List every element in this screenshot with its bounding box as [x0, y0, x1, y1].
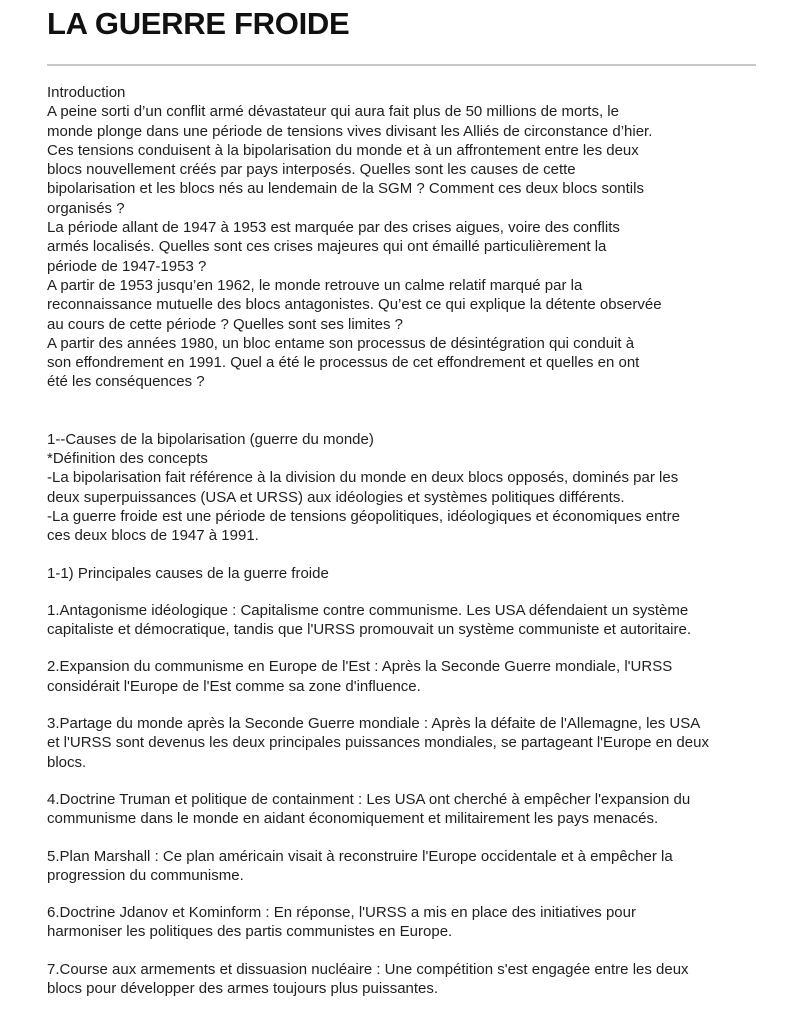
- section-causes: [47, 430, 759, 999]
- definition-line: deux superpuissances (USA et URSS) aux idéologies et systèmes politiques différents.: [47, 488, 625, 506]
- intro-line: armés localisés. Quelles sont ces crises majeures qui ont émaillé particulièrement la: [47, 238, 607, 256]
- cause-line: blocs.: [47, 753, 87, 771]
- intro-line: organisés ?: [47, 199, 125, 217]
- cause-item: [47, 960, 759, 999]
- intro-line: été les conséquences ?: [47, 373, 205, 391]
- cause-item: [47, 790, 759, 829]
- introduction-block: [47, 83, 759, 392]
- cause-item: [47, 903, 759, 942]
- cause-line: et l'URSS sont devenus les deux principales puissances mondiales, se partageant l'Europe en deux: [47, 734, 709, 752]
- intro-line: bipolarisation et les blocs nés au lendemain de la SGM ? Comment ces deux blocs sontils: [47, 180, 644, 198]
- intro-line: La période allant de 1947 à 1953 est marquée par des crises aigues, voire des conflits: [47, 219, 620, 237]
- intro-line: A partir des années 1980, un bloc entame son processus de désintégration qui conduit à: [47, 334, 635, 352]
- title-divider: [47, 64, 756, 66]
- cause-item: [47, 657, 759, 696]
- cause-line: communisme dans le monde en aidant économiquement et militairement les pays menacés.: [47, 810, 659, 828]
- cause-item: [47, 847, 759, 886]
- spacer: [47, 696, 759, 714]
- cause-line: 6.Doctrine Jdanov et Kominform : En réponse, l'URSS a mis en place des initiatives pour: [47, 904, 636, 922]
- spacer: [47, 546, 759, 564]
- spacer: [47, 639, 759, 657]
- cause-line: blocs pour développer des armes toujours plus puissantes.: [47, 979, 439, 997]
- spacer: [47, 885, 759, 903]
- section-heading: 1--Causes de la bipolarisation (guerre du monde): [47, 430, 374, 448]
- intro-line: monde plonge dans une période de tensions vives divisant les Alliés de circonstance d’hier.: [47, 122, 653, 140]
- cause-item: [47, 714, 759, 772]
- document-page: [47, 0, 759, 998]
- cause-line: 1.Antagonisme idéologique : Capitalisme contre communisme. Les USA défendaient un système: [47, 601, 689, 619]
- cause-line: 7.Course aux armements et dissuasion nucléaire : Une compétition s'est engagée entre les deux: [47, 960, 689, 978]
- cause-line: harmoniser les politiques des partis communistes en Europe.: [47, 923, 453, 941]
- intro-line: A partir de 1953 jusqu’en 1962, le monde retrouve un calme relatif marqué par la: [47, 276, 583, 294]
- intro-line: Ces tensions conduisent à la bipolarisation du monde et à un affrontement entre les deux: [47, 141, 639, 159]
- spacer: [47, 583, 759, 601]
- intro-line: son effondrement en 1991. Quel a été le processus de cet effondrement et quelles en ont: [47, 354, 640, 372]
- definitions-heading: *Définition des concepts: [47, 450, 208, 468]
- cause-line: 2.Expansion du communisme en Europe de l'Est : Après la Seconde Guerre mondiale, l'URSS: [47, 658, 673, 676]
- definition-line: -La guerre froide est une période de tensions géopolitiques, idéologiques et économiques entre: [47, 507, 680, 525]
- definition-line: ces deux blocs de 1947 à 1991.: [47, 527, 259, 545]
- document-title: LA GUERRE FROIDE: [47, 6, 350, 41]
- spacer: [47, 772, 759, 790]
- intro-line: A peine sorti d’un conflit armé dévastateur qui aura fait plus de 50 millions de morts, le: [47, 103, 619, 121]
- intro-line: reconnaissance mutuelle des blocs antagonistes. Qu’est ce qui explique la détente observée: [47, 296, 662, 314]
- intro-line: période de 1947-1953 ?: [47, 257, 207, 275]
- cause-line: capitaliste et démocratique, tandis que l'URSS promouvait un système communiste et autoritaire.: [47, 621, 692, 639]
- cause-line: 3.Partage du monde après la Seconde Guerre mondiale : Après la défaite de l'Allemagne, les USA: [47, 715, 701, 733]
- spacer: [47, 942, 759, 960]
- definition-line: -La bipolarisation fait référence à la division du monde en deux blocs opposés, dominés par les: [47, 469, 679, 487]
- cause-item: [47, 601, 759, 640]
- subsection-heading: 1-1) Principales causes de la guerre froide: [47, 564, 329, 582]
- intro-line: blocs nouvellement créés par pays interposés. Quelles sont les causes de cette: [47, 161, 576, 179]
- cause-line: considérait l'Europe de l'Est comme sa zone d'influence.: [47, 677, 421, 695]
- spacer: [47, 829, 759, 847]
- intro-line: au cours de cette période ? Quelles sont ses limites ?: [47, 315, 404, 333]
- cause-line: 4.Doctrine Truman et politique de containment : Les USA ont cherché à empêcher l'expansion du: [47, 790, 691, 808]
- cause-line: 5.Plan Marshall : Ce plan américain visait à reconstruire l'Europe occidentale et à empêcher la: [47, 847, 673, 865]
- intro-heading: Introduction: [47, 84, 126, 101]
- cause-line: progression du communisme.: [47, 866, 244, 884]
